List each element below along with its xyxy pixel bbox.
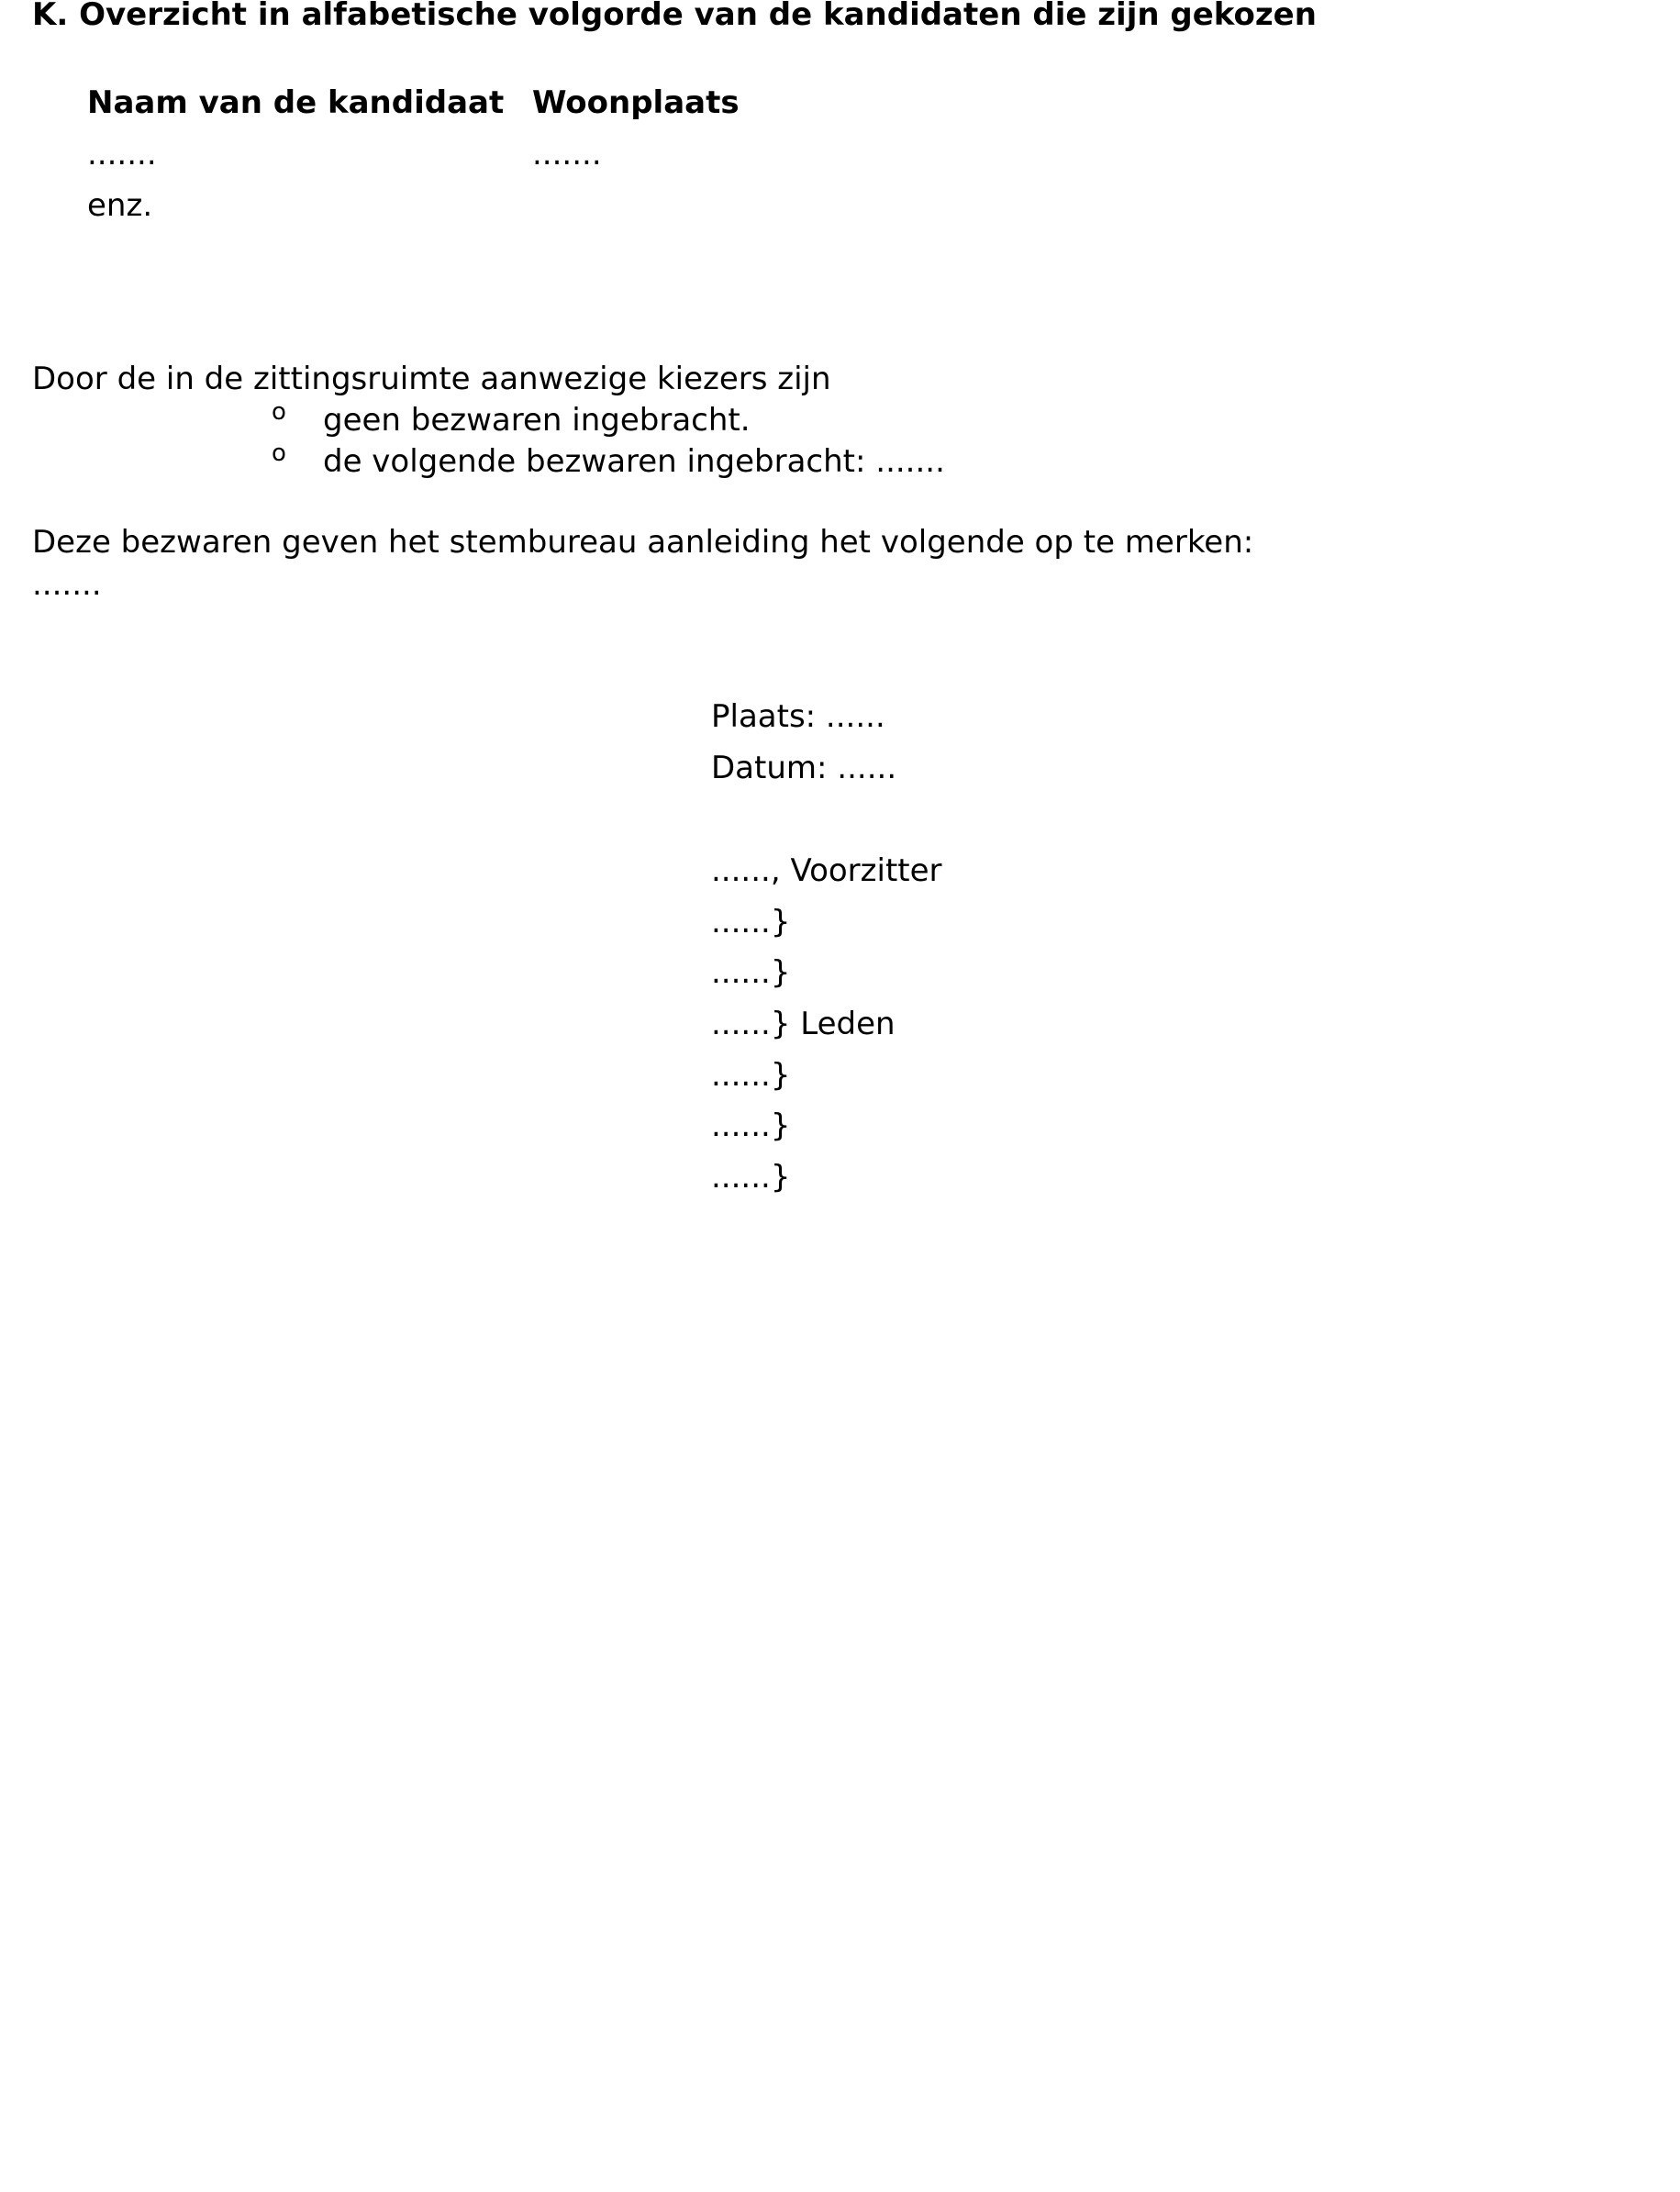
- place-line: Plaats: ......: [711, 698, 885, 735]
- objection-option-following: de volgende bezwaren ingebracht: .......: [323, 443, 945, 480]
- date-line: Datum: ......: [711, 750, 897, 786]
- member-signature-line: ......}: [711, 904, 791, 940]
- member-signature-line: ......} Leden: [711, 1006, 896, 1042]
- column-header-name: Naam van de kandidaat: [87, 84, 505, 121]
- objections-intro: Door de in de zittingsruimte aanwezige kiezers zijn: [32, 361, 831, 397]
- section-heading: K. Overzicht in alfabetische volgorde van de kandidaten die zijn gekozen: [32, 0, 1317, 33]
- column-header-residence: Woonplaats: [532, 84, 740, 121]
- bullet-marker: o: [272, 398, 286, 426]
- table-cell-name: enz.: [87, 187, 153, 224]
- table-cell-residence: .......: [532, 136, 602, 172]
- chair-signature-line: ......, Voorzitter: [711, 852, 942, 889]
- member-signature-line: ......}: [711, 1057, 791, 1094]
- table-cell-name: .......: [87, 136, 157, 172]
- objection-option-none: geen bezwaren ingebracht.: [323, 402, 751, 439]
- member-signature-line: ......}: [711, 1107, 791, 1144]
- remarks-intro: Deze bezwaren geven het stembureau aanleiding het volgende op te merken:: [32, 524, 1254, 561]
- remarks-value: .......: [32, 566, 102, 603]
- member-signature-line: ......}: [711, 954, 791, 991]
- member-signature-line: ......}: [711, 1159, 791, 1196]
- bullet-marker: o: [272, 440, 286, 467]
